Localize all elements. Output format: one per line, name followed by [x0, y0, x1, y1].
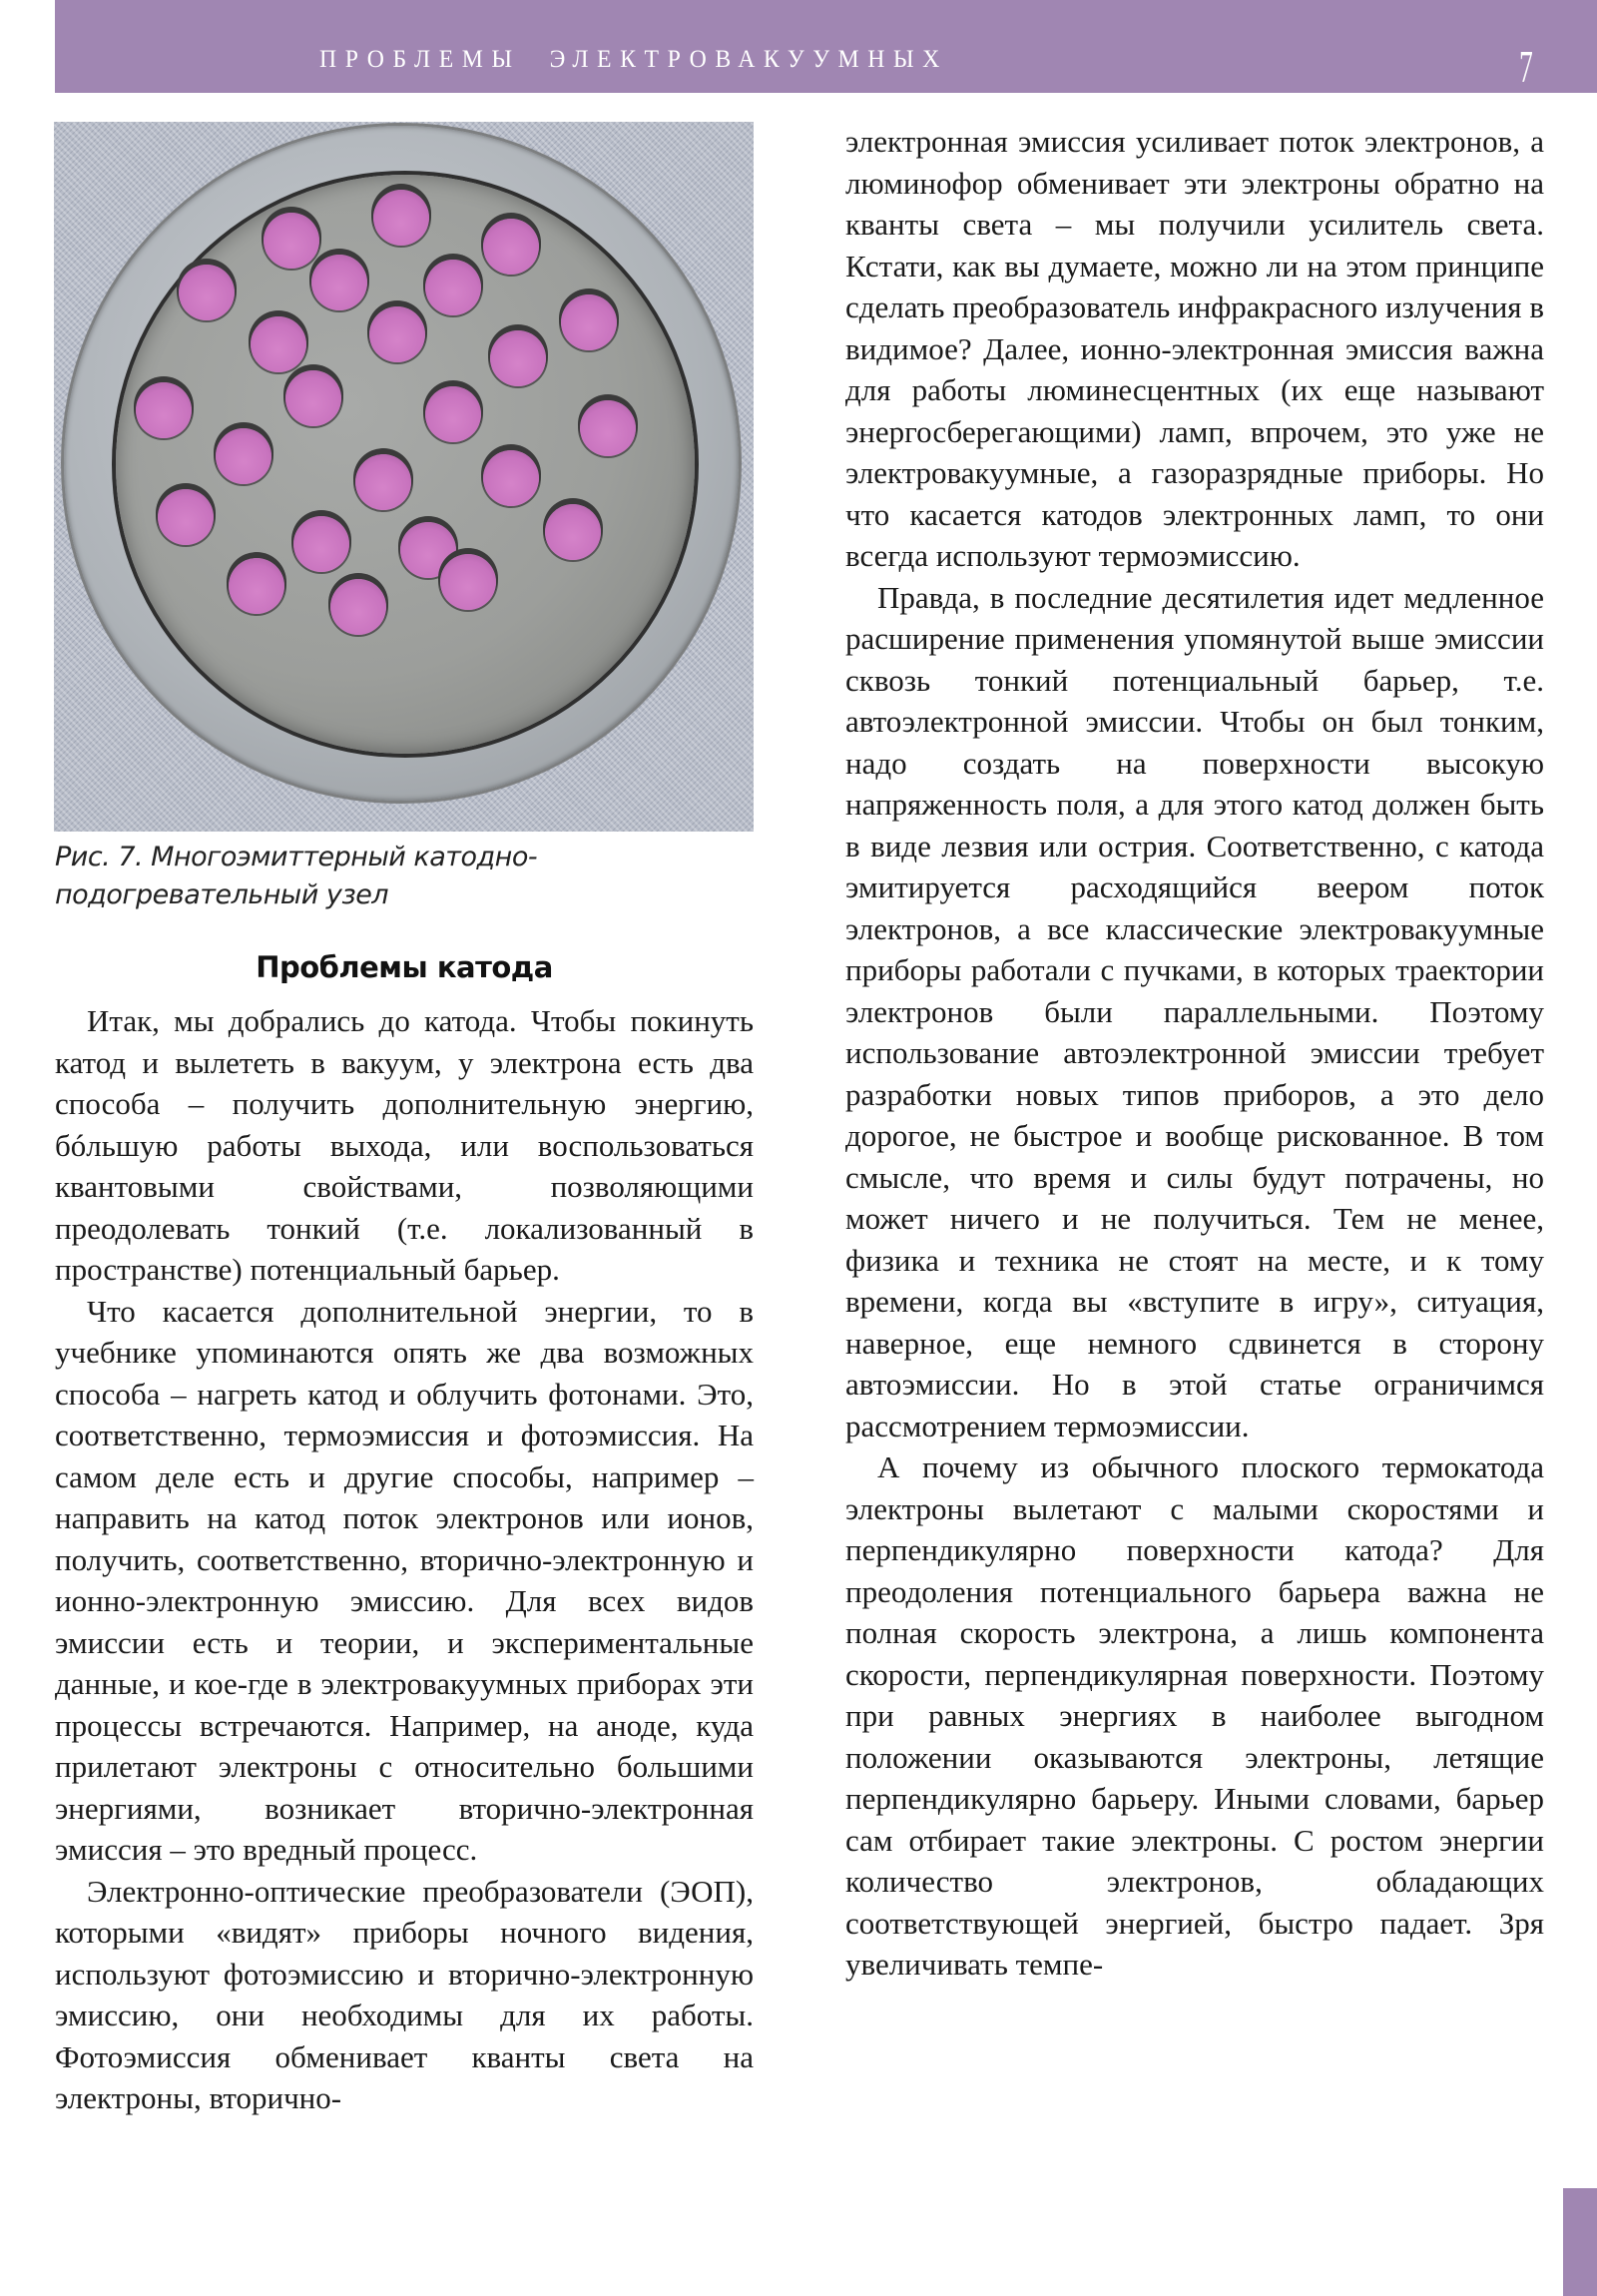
emitter-dot	[483, 219, 539, 275]
paragraph: Электронно-оптические преобразователи (ЭОП), которыми «видят» приборы ночного видения, используют фотоэмиссию и вторично-электронную эмиссию, они необходимы для их работы. Фотоэмиссия обменивает кванты света на электроны, вторично-	[55, 1873, 754, 2115]
emitter-dot	[355, 454, 411, 510]
emitter-dot	[136, 382, 192, 438]
paragraph-continuation: электронная эмиссия усиливает поток электронов, а люминофор обменивает эти электроны обратно на кванты света – мы получили усилитель света. Кстати, как вы думаете, можно ли на этом принципе сделать преобразователь инфракрасного излучения в видимое? Далее, ионно-электронная эмиссия важна для работы люминесцентных (их еще называют энергосберегающими) ламп, впрочем, это уже не электровакуумные, а газоразрядные приборы. Но что касается катодов электронных ламп, то они всегда используют термоэмиссию.	[845, 124, 1544, 573]
paragraph: Правда, в последние десятилетия идет медленное расширение применения упомянутой выше эмиссии сквозь тонкий потенциальный барьер, т.е. автоэлектронной эмиссии. Чтобы он был тонким, надо создать на поверхности высокую напряженность поля, а для этого катод должен быть в виде лезвия или острия. Соответственно, с катода эмитируется расходящийся веером поток электронов, а все классические электровакуумные приборы работали с пучками, в которых траектории электронов были параллельными. Поэтому использование автоэлектронной эмиссии требует разработки новых типов приборов, а это дело дорогое, не быстрое и вообще рискованное. В том смысле, что время и силы будут потрачены, но может ничего и не получиться. Тем не менее, физика и техника не стоят на месте, и к тому времени, когда вы «вступите в игру», ситуация, наверное, еще немного сдвинется в сторону автоэмиссии. Но в этой статье ограничимся рассмотрением термоэмиссии.	[845, 579, 1544, 1443]
emitter-dot	[179, 265, 235, 320]
emitter-dot	[330, 579, 386, 635]
emitter-dot	[369, 306, 425, 362]
paragraph: Итак, мы добрались до катода. Чтобы покинуть катод и вылететь в вакуум, у электрона есть два способа – получить дополнительную энергию, бóльшую работы выхода, или воспользоваться квантовыми свойствами, позволяющими преодолевать тонкий (т.е. локализованный в пространстве) потенциальный барьер.	[55, 1003, 754, 1287]
emitter-dot	[425, 260, 481, 315]
emitter-dot	[545, 504, 601, 560]
emitter-dot	[490, 330, 546, 386]
paragraph: Что касается дополнительной энергии, то в учебнике упоминаются опять же два возможных способа – нагреть катод и облучить фотонами. Это, соответственно, термоэмиссия и фотоэмиссия. На самом деле есть и другие способы, например – направить на катод поток электронов или ионов, получить, соответственно, вторично-электронную и ионно-электронную эмиссию. Для всех видов эмиссии есть и теории, и экспериментальные данные, и кое-где в электровакуумных приборах эти процессы встречаются. Например, на аноде, куда прилетают электроны с относительно большими энергиями, возникает вторично-электронная эмиссия – это вредный процесс.	[55, 1293, 754, 1867]
running-header-title: ПРОБЛЕМЫ ЭЛЕКТРОВАКУУМНЫХ	[319, 46, 948, 73]
emitter-dot	[229, 558, 284, 614]
text-column-right	[845, 121, 1544, 1986]
page-number: 7	[1519, 41, 1533, 92]
emitter-dot	[580, 400, 636, 456]
emitter-dot	[285, 370, 341, 426]
cathode-outer-ring	[64, 126, 739, 801]
emitter-dot	[293, 516, 349, 572]
section-heading: Проблемы катода	[256, 950, 553, 984]
emitter-dot	[251, 316, 306, 372]
emitter-dot	[373, 190, 429, 246]
paragraph: А почему из обычного плоского термокатода электроны вылетают с малыми скоростями и перпендикулярно поверхности катода? Для преодоления потенциального барьера важна не полная скорость электрона, а лишь компонента скорости, перпендикулярная поверхности. Поэтому при равных энергиях в наиболее выгодном положении оказываются электроны, летящие перпендикулярно барьеру. Иными словами, барьер сам отбирает такие электроны. С ростом энергии количество электронов, обладающих соответствующей энергией, быстро падает. Зря увеличивать темпе-	[845, 1449, 1544, 1982]
emitter-dot	[483, 450, 539, 506]
cathode-inner-plate	[116, 175, 695, 754]
emitter-dot	[216, 428, 271, 484]
figure-caption: Рис. 7. Многоэмиттерный катодно-подогревательный узел	[55, 842, 538, 910]
figure-photo-cathode-assembly	[54, 122, 754, 832]
emitter-dot	[561, 294, 617, 350]
emitter-dot	[264, 213, 319, 269]
page-corner-tab	[1563, 2188, 1597, 2296]
emitter-dot	[158, 489, 214, 545]
emitter-dot	[311, 255, 367, 310]
emitter-dot	[440, 554, 496, 610]
emitter-dot	[425, 386, 481, 442]
text-column-left	[55, 1000, 754, 2119]
